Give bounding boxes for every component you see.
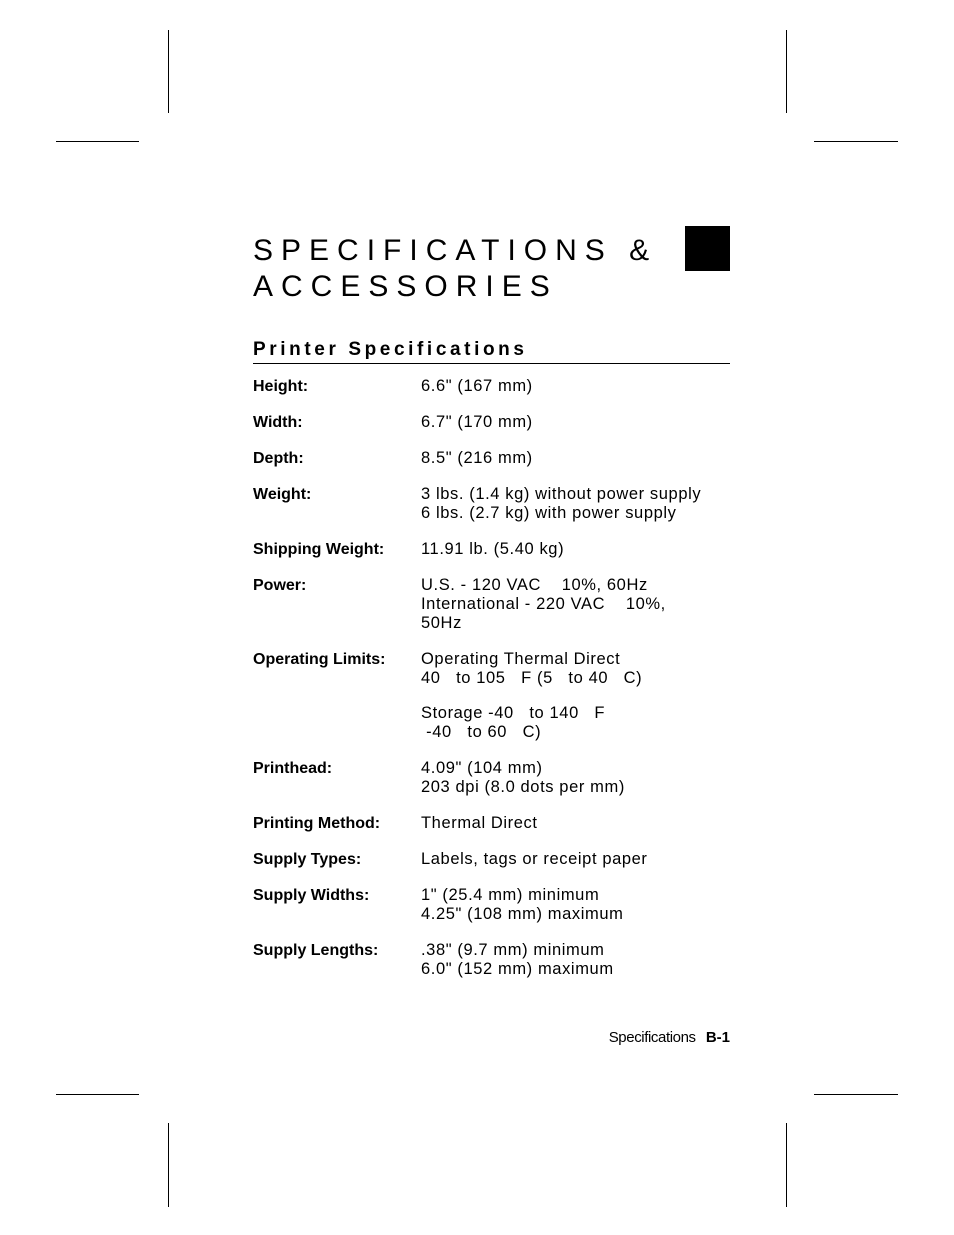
spec-value: 3 lbs. (1.4 kg) without power supply bbox=[421, 485, 702, 503]
spec-value: -40 to 60 C) bbox=[421, 723, 542, 741]
spec-label: Weight: bbox=[253, 486, 312, 503]
spec-table bbox=[253, 377, 733, 996]
spec-value: Labels, tags or receipt paper bbox=[421, 850, 648, 868]
spec-label: Supply Lengths: bbox=[253, 942, 379, 959]
spec-values bbox=[421, 540, 733, 559]
spec-value: 4.09" (104 mm) bbox=[421, 759, 543, 777]
crop-mark-top-left-horizontal bbox=[56, 141, 139, 142]
spec-value-gap bbox=[421, 688, 733, 704]
spec-values bbox=[421, 941, 733, 979]
spec-values bbox=[421, 814, 733, 833]
spec-label: Supply Widths: bbox=[253, 887, 370, 904]
crop-mark-bottom-left-vertical bbox=[168, 1123, 169, 1207]
spec-value: 6.6" (167 mm) bbox=[421, 377, 533, 395]
footer-page-number: B-1 bbox=[705, 1029, 730, 1046]
spec-values bbox=[421, 650, 733, 742]
spec-label: Operating Limits: bbox=[253, 651, 386, 668]
crop-mark-bottom-right-horizontal bbox=[814, 1094, 898, 1095]
spec-value: 203 dpi (8.0 dots per mm) bbox=[421, 778, 625, 796]
spec-row-supply-widths bbox=[253, 886, 733, 924]
spec-values bbox=[421, 449, 733, 468]
spec-value: U.S. - 120 VAC 10%, 60Hz bbox=[421, 576, 648, 594]
spec-value: International - 220 VAC 10%, bbox=[421, 595, 666, 613]
spec-value: 50Hz bbox=[421, 614, 462, 632]
spec-label: Shipping Weight: bbox=[253, 541, 385, 558]
spec-label: Supply Types: bbox=[253, 851, 362, 868]
spec-row-depth bbox=[253, 449, 733, 468]
spec-row-power bbox=[253, 576, 733, 633]
spec-row-supply-types bbox=[253, 850, 733, 869]
spec-value: 8.5" (216 mm) bbox=[421, 449, 533, 467]
page-title bbox=[253, 233, 657, 305]
spec-values bbox=[421, 485, 733, 523]
section-heading: Printer Specifications bbox=[253, 338, 730, 364]
spec-row-shipping-weight bbox=[253, 540, 733, 559]
crop-mark-top-left-vertical bbox=[168, 30, 169, 113]
spec-row-printing-method bbox=[253, 814, 733, 833]
crop-mark-bottom-right-vertical bbox=[786, 1123, 787, 1207]
spec-row-operating-limits bbox=[253, 650, 733, 742]
spec-values bbox=[421, 377, 733, 396]
spec-value: .38" (9.7 mm) minimum bbox=[421, 941, 605, 959]
spec-label: Width: bbox=[253, 414, 303, 431]
spec-row-width bbox=[253, 413, 733, 432]
footer-section-name: Specifications bbox=[608, 1029, 696, 1046]
spec-label: Printhead: bbox=[253, 760, 333, 777]
spec-values bbox=[421, 850, 733, 869]
spec-value: 6 lbs. (2.7 kg) with power supply bbox=[421, 504, 677, 522]
spec-values bbox=[421, 576, 733, 633]
spec-values bbox=[421, 759, 733, 797]
spec-value: 40 to 105 F (5 to 40 C) bbox=[421, 669, 643, 687]
spec-row-printhead bbox=[253, 759, 733, 797]
spec-value: 1" (25.4 mm) minimum bbox=[421, 886, 600, 904]
page-title-line-1: SPECIFICATIONS & bbox=[253, 234, 658, 267]
spec-row-weight bbox=[253, 485, 733, 523]
page-title-line-2: ACCESSORIES bbox=[253, 270, 558, 303]
spec-value: 6.0" (152 mm) maximum bbox=[421, 960, 614, 978]
spec-row-height bbox=[253, 377, 733, 396]
spec-value: Thermal Direct bbox=[421, 814, 538, 832]
spec-value: 11.91 lb. (5.40 kg) bbox=[421, 540, 565, 558]
spec-value: Storage -40 to 140 F bbox=[421, 704, 606, 722]
spec-value: 4.25" (108 mm) maximum bbox=[421, 905, 624, 923]
spec-label: Depth: bbox=[253, 450, 304, 467]
spec-label: Height: bbox=[253, 378, 309, 395]
spec-label: Printing Method: bbox=[253, 815, 381, 832]
spec-row-supply-lengths bbox=[253, 941, 733, 979]
spec-value: Operating Thermal Direct bbox=[421, 650, 621, 668]
spec-value: 6.7" (170 mm) bbox=[421, 413, 533, 431]
crop-mark-top-right-horizontal bbox=[814, 141, 898, 142]
crop-mark-top-right-vertical bbox=[786, 30, 787, 113]
chapter-thumb-tab bbox=[685, 226, 730, 271]
spec-label: Power: bbox=[253, 577, 307, 594]
crop-mark-bottom-left-horizontal bbox=[56, 1094, 139, 1095]
spec-values bbox=[421, 886, 733, 924]
page-footer bbox=[609, 1028, 730, 1048]
spec-values bbox=[421, 413, 733, 432]
